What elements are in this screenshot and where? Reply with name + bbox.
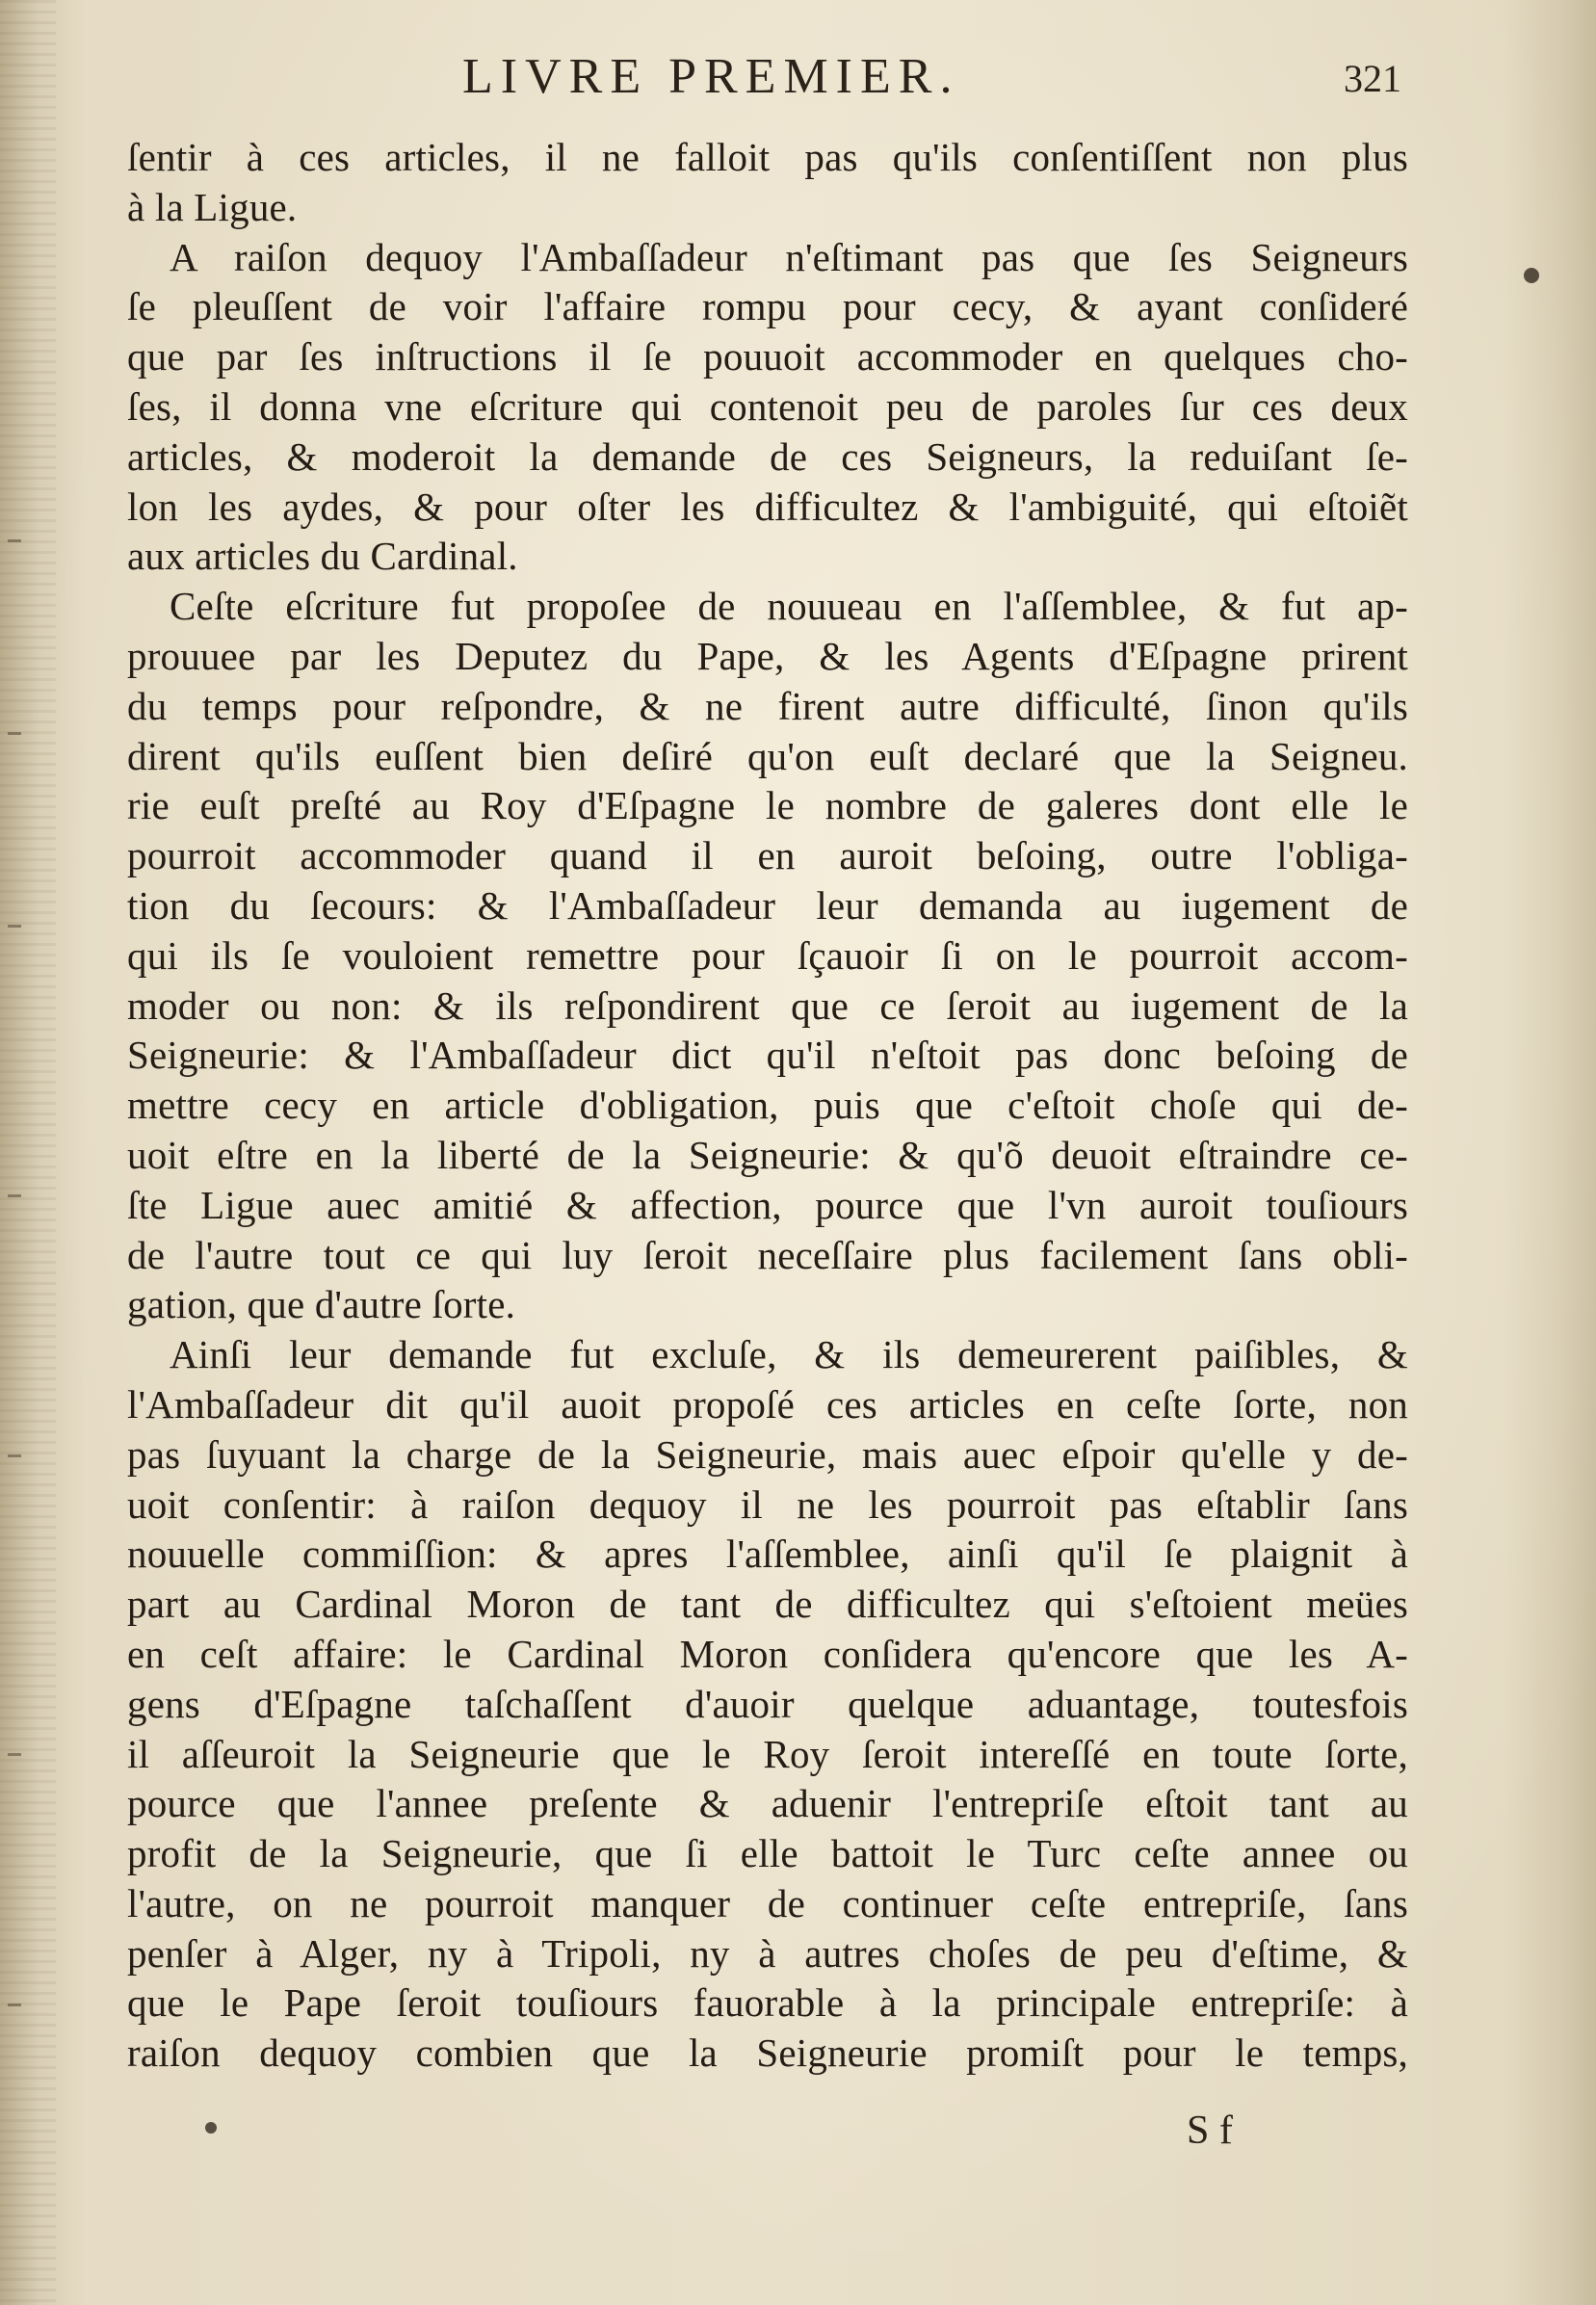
- text-line: mettre cecy en article d'obligation, puis que c'eſtoit choſe qui de-: [127, 1083, 1408, 1128]
- text-line: pource que l'annee preſente & aduenir l'entrepriſe eſtoit tant au: [127, 1781, 1408, 1826]
- text-line: en ceſt affaire: le Cardinal Moron conſidera qu'encore que les A-: [127, 1631, 1408, 1676]
- text-line: l'autre, on ne pourroit manquer de continuer ceſte entrepriſe, ſans: [127, 1880, 1408, 1925]
- running-head-title: LIVRE PREMIER.: [462, 49, 960, 104]
- margin-mark: [8, 732, 21, 735]
- margin-mark: [8, 925, 21, 928]
- text-line: tion du ſecours: & l'Ambaſſadeur leur demanda au iugement de: [127, 882, 1408, 928]
- binding-gutter: [0, 0, 56, 2305]
- margin-mark: [8, 1454, 21, 1457]
- text-line: ſe pleuſſent de voir l'affaire rompu pour cecy, & ayant conſideré: [127, 284, 1408, 329]
- margin-mark: [8, 2004, 21, 2006]
- margin-mark: [8, 1194, 21, 1197]
- text-line: Seigneurie: & l'Ambaſſadeur dict qu'il n'eſtoit pas donc beſoing de: [127, 1033, 1408, 1078]
- text-line: gation, que d'autre ſorte.: [127, 1282, 516, 1327]
- text-line: ſentir à ces articles, il ne falloit pas qu'ils conſentiſſent non plus: [127, 135, 1408, 179]
- margin-mark: [8, 1753, 21, 1756]
- text-line: articles, & moderoit la demande de ces Seigneurs, la reduiſant ſe-: [127, 433, 1408, 479]
- text-line: de l'autre tout ce qui luy ſeroit neceſſaire plus facilement ſans obli-: [127, 1232, 1408, 1277]
- text-line: qui ils ſe vouloient remettre pour ſçauoir ſi on le pourroit accom-: [127, 932, 1408, 978]
- text-line: part au Cardinal Moron de tant de difficultez qui s'eſtoient meües: [127, 1582, 1408, 1627]
- text-line: uoit eſtre en la liberté de la Seigneurie: & qu'õ deuoit eſtraindre ce-: [127, 1132, 1408, 1177]
- text-line: à la Ligue.: [127, 184, 298, 229]
- text-line: nouuelle commiſſion: & apres l'aſſemblee, ainſi qu'il ſe plaignit à: [127, 1532, 1408, 1577]
- ink-spot: [1524, 268, 1539, 283]
- running-head: [130, 48, 1401, 125]
- text-line: du temps pour reſpondre, & ne firent autre difficulté, ſinon qu'ils: [127, 683, 1408, 728]
- signature-mark: S f: [1187, 2109, 1233, 2153]
- text-line: raiſon dequoy combien que la Seigneurie promiſt pour le temps,: [127, 2030, 1408, 2076]
- text-line: dirent qu'ils euſſent bien deſiré qu'on euſt declaré que la Seigneu.: [127, 733, 1408, 778]
- text-line: rie euſt preſté au Roy d'Eſpagne le nombre de galeres dont elle le: [127, 783, 1408, 828]
- text-line: profit de la Seigneurie, que ſi elle battoit le Turc ceſte annee ou: [127, 1831, 1408, 1876]
- page-number: 321: [1344, 57, 1401, 100]
- text-line: A raiſon dequoy l'Ambaſſadeur n'eſtimant pas que ſes Seigneurs: [170, 234, 1408, 279]
- text-line: l'Ambaſſadeur dit qu'il auoit propoſé ces articles en ceſte ſorte, non: [127, 1381, 1408, 1427]
- text-line: penſer à Alger, ny à Tripoli, ny à autres choſes de peu d'eſtime, &: [127, 1930, 1408, 1976]
- text-line: que par ſes inſtructions il ſe pouuoit accommoder en quelques cho-: [127, 334, 1408, 380]
- ink-spot: [205, 2122, 217, 2134]
- text-line: Ceſte eſcriture fut propoſee de nouueau en l'aſſemblee, & fut ap-: [170, 584, 1408, 629]
- text-line: aux articles du Cardinal.: [127, 534, 518, 579]
- text-line: moder ou non: & ils reſpondirent que ce ſeroit au iugement de la: [127, 982, 1408, 1028]
- text-line: pourroit accommoder quand il en auroit beſoing, outre l'obliga-: [127, 833, 1408, 878]
- text-line: gens d'Eſpagne taſchaſſent d'auoir quelque aduantage, toutesfois: [127, 1681, 1408, 1726]
- text-line: uoit conſentir: à raiſon dequoy il ne les pourroit pas eſtablir ſans: [127, 1481, 1408, 1527]
- body-text: [127, 133, 1408, 2079]
- text-line: Ainſi leur demande fut excluſe, & ils demeurerent paiſibles, &: [170, 1332, 1408, 1377]
- text-line: pas ſuyuant la charge de la Seigneurie, mais auec eſpoir qu'elle y de-: [127, 1431, 1408, 1477]
- text-line: prouuee par les Deputez du Pape, & les Agents d'Eſpagne prirent: [127, 633, 1408, 678]
- text-line: ſte Ligue auec amitié & affection, pource que l'vn auroit touſiours: [127, 1182, 1408, 1227]
- text-line: il aſſeuroit la Seigneurie que le Roy ſeroit intereſſé en toute ſorte,: [127, 1731, 1408, 1776]
- text-line: que le Pape ſeroit touſiours fauorable à la principale entrepriſe: à: [127, 1980, 1408, 2026]
- text-line: ſes, il donna vne eſcriture qui contenoit peu de paroles ſur ces deux: [127, 383, 1408, 429]
- margin-mark: [8, 539, 21, 542]
- text-line: lon les aydes, & pour oſter les difficultez & l'ambiguité, qui eſtoiẽt: [127, 484, 1408, 529]
